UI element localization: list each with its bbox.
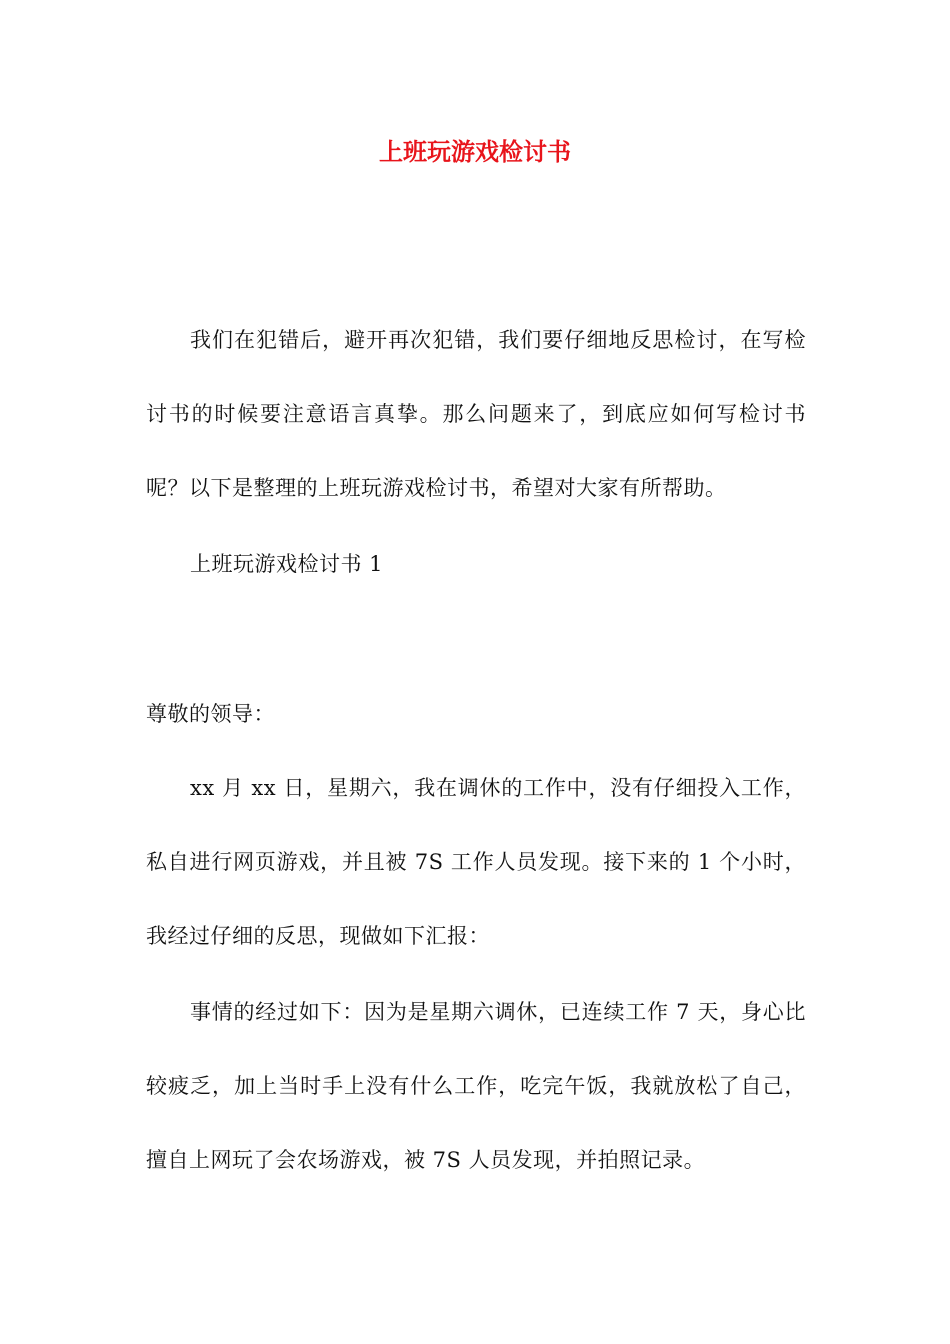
section-heading: 上班玩游戏检讨书 1 <box>190 552 384 576</box>
body-paragraph-2: 事情的经过如下：因为是星期六调休，已连续工作 7 天，身心比较疲乏，加上当时手上没有什么工作，吃完午饭，我就放松了自己，擅自上网玩了会农场游戏，被 7S 人员发现，并拍照记录。 <box>146 1000 806 1172</box>
document-title: 上班玩游戏检讨书 <box>379 137 571 166</box>
salutation: 尊敬的领导： <box>146 702 275 726</box>
intro-paragraph: 我们在犯错后，避开再次犯错，我们要仔细地反思检讨，在写检讨书的时候要注意语言真挚。那么问题来了，到底应如何写检讨书呢？以下是整理的上班玩游戏检讨书，希望对大家有所帮助。 <box>146 328 806 500</box>
body-paragraph-1: xx 月 xx 日，星期六，我在调休的工作中，没有仔细投入工作，私自进行网页游戏，并且被 7S 工作人员发现。接下来的 1 个小时，我经过仔细的反思，现做如下汇报： <box>146 776 806 948</box>
